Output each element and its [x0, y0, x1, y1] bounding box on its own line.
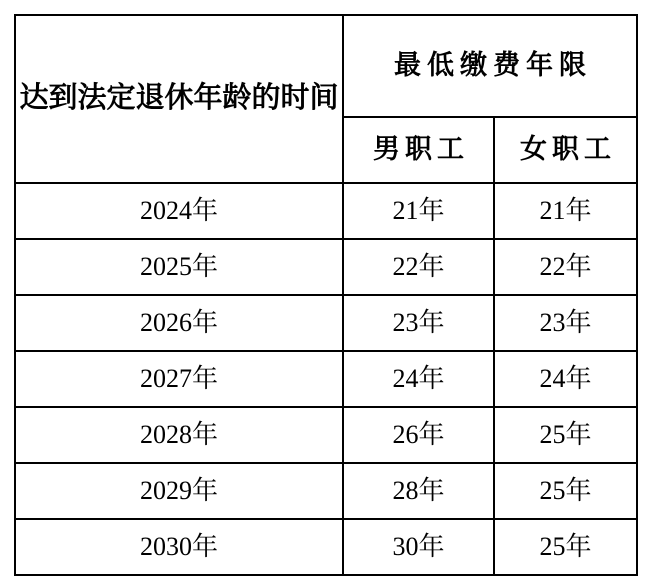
table-row — [15, 463, 637, 519]
cell-female-years: 25年 — [494, 519, 637, 575]
cell-male-years: 21年 — [343, 183, 494, 239]
cell-time: 2025年 — [15, 239, 343, 295]
cell-female-years: 22年 — [494, 239, 637, 295]
cell-female-years: 21年 — [494, 183, 637, 239]
cell-male-years: 28年 — [343, 463, 494, 519]
cell-female-years: 24年 — [494, 351, 637, 407]
cell-female-years: 25年 — [494, 407, 637, 463]
table-row — [15, 407, 637, 463]
cell-female-years: 23年 — [494, 295, 637, 351]
table-row — [15, 519, 637, 575]
cell-male-years: 22年 — [343, 239, 494, 295]
cell-time: 2030年 — [15, 519, 343, 575]
cell-male-years: 26年 — [343, 407, 494, 463]
cell-male-years: 23年 — [343, 295, 494, 351]
cell-male-years: 24年 — [343, 351, 494, 407]
table-row — [15, 295, 637, 351]
cell-time: 2026年 — [15, 295, 343, 351]
header-row-top — [15, 15, 637, 117]
header-cell-female: 女职工 — [494, 117, 637, 183]
cell-time: 2029年 — [15, 463, 343, 519]
header-cell-retirement-time: 达到法定退休年龄的时间 — [15, 15, 343, 183]
table-row — [15, 239, 637, 295]
cell-female-years: 25年 — [494, 463, 637, 519]
cell-time: 2028年 — [15, 407, 343, 463]
table-container — [14, 14, 638, 576]
cell-time: 2024年 — [15, 183, 343, 239]
cell-time: 2027年 — [15, 351, 343, 407]
retirement-contribution-table — [14, 14, 638, 576]
table-row — [15, 183, 637, 239]
header-cell-male: 男职工 — [343, 117, 494, 183]
header-cell-min-payment-years: 最低缴费年限 — [343, 15, 637, 117]
table-row — [15, 351, 637, 407]
cell-male-years: 30年 — [343, 519, 494, 575]
